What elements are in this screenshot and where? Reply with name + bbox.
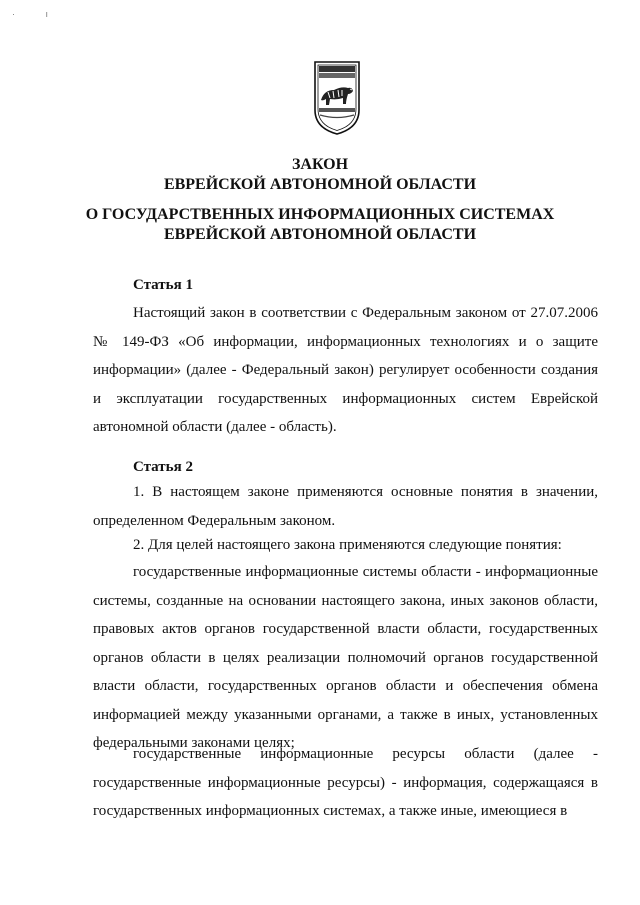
paragraph: государственные информационные ресурсы области (далее - государственные информационные ресурсы) - информация, содержащаяся в государственных информационных системах, а также иные, имеющиеся в xyxy=(93,746,598,819)
article-2-paragraph-4 xyxy=(93,740,598,826)
article-2-paragraph-1 xyxy=(93,478,598,535)
region-heading: ЕВРЕЙСКОЙ АВТОНОМНОЙ ОБЛАСТИ xyxy=(163,176,477,193)
paragraph: 1. В настоящем законе применяются основные понятия в значении, определенном Федеральным законом. xyxy=(93,484,598,529)
article-1-paragraph xyxy=(93,299,598,442)
paragraph: 2. Для целей настоящего закона применяются следующие понятия: xyxy=(133,537,562,553)
coat-of-arms-emblem xyxy=(312,60,362,136)
law-title-line1: О ГОСУДАРСТВЕННЫХ ИНФОРМАЦИОННЫХ СИСТЕМАХ xyxy=(85,206,555,223)
law-title-line2: ЕВРЕЙСКОЙ АВТОНОМНОЙ ОБЛАСТИ xyxy=(163,226,477,243)
paragraph: Настоящий закон в соответствии с Федеральным законом от 27.07.2006 № 149-ФЗ «Об информации, информационных технологиях и о защите информации» (далее - Федеральный закон) регулирует особенности создания и эксплуатации государственных информационных систем Еврейской автономной области (далее - область). xyxy=(93,305,598,435)
article-2-paragraph-3 xyxy=(93,558,598,758)
scan-specks: · ı xyxy=(12,9,62,19)
article-2-paragraph-2 xyxy=(93,531,598,560)
law-heading: ЗАКОН xyxy=(291,156,349,173)
article-2-title: Статья 2 xyxy=(133,459,193,475)
paragraph: государственные информационные системы области - информационные системы, созданные на основании настоящего закона, иных законов области, правовых актов органов государственной власти области, государственных органов области в целях реализации полномочий органов государственной власти области, государственных органов области и обеспечения обмена информацией между указанными органами, а также в иных, установленных федеральными законами целях; xyxy=(93,564,598,751)
article-1-title: Статья 1 xyxy=(133,277,193,293)
